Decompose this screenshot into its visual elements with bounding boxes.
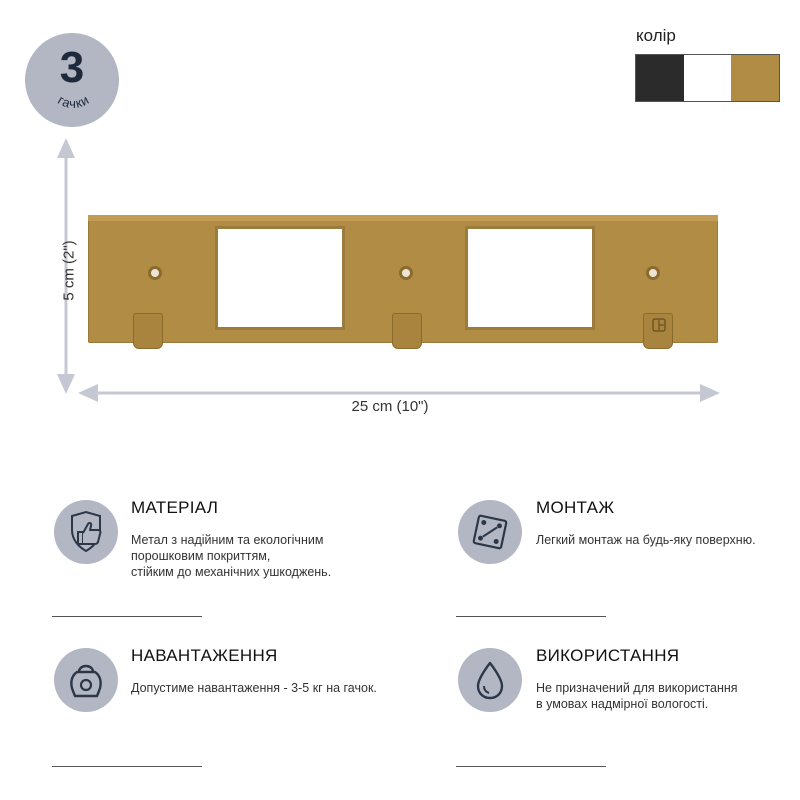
- material-line-2: порошковим покриттям,: [131, 549, 271, 563]
- material-thumbs-up-icon: [64, 510, 108, 554]
- mounting-divider: [456, 616, 606, 617]
- hooks-count-number: 3: [59, 43, 85, 92]
- load-icon-circle: [54, 648, 118, 712]
- mounting-title: МОНТАЖ: [536, 498, 615, 517]
- material-icon-circle: [54, 500, 118, 564]
- material-description: [131, 532, 331, 580]
- height-dimension-label: 5 cm (2"): [60, 240, 78, 301]
- load-line-1: Допустиме навантаження - 3-5 кг на гачок.: [131, 681, 377, 695]
- rack-window-left: [215, 226, 345, 330]
- kettlebell-icon: [64, 658, 108, 702]
- usage-divider: [456, 766, 606, 767]
- material-line-3: стійким до механічних ушкоджень.: [131, 565, 332, 579]
- arrow-down-icon: [57, 374, 75, 394]
- usage-description: [536, 680, 738, 712]
- rack-window-right: [465, 226, 595, 330]
- mounting-description: [536, 532, 756, 548]
- mounting-icon-circle: [458, 500, 522, 564]
- mounting-plate-icon: [468, 510, 512, 554]
- color-label: колір: [636, 26, 676, 45]
- hook-left: [133, 313, 163, 349]
- material-line-1: Метал з надійним та екологічним: [131, 533, 324, 547]
- hook-center: [392, 313, 422, 349]
- usage-title: ВИКОРИСТАННЯ: [536, 646, 680, 665]
- usage-icon-circle: [458, 648, 522, 712]
- arrow-right-icon: [700, 384, 720, 402]
- load-divider: [52, 766, 202, 767]
- screw-hole-center: [399, 266, 413, 280]
- svg-text:гачки: гачки: [55, 91, 93, 112]
- material-title: МАТЕРІАЛ: [131, 498, 219, 517]
- material-divider: [52, 616, 202, 617]
- screw-hole-right: [646, 266, 660, 280]
- water-drop-icon: [468, 658, 512, 702]
- load-title: НАВАНТАЖЕННЯ: [131, 646, 278, 665]
- usage-line-2: в умовах надмірної вологості.: [536, 697, 709, 711]
- arrow-up-icon: [57, 138, 75, 158]
- width-dimension-label: 25 cm (10"): [351, 398, 429, 415]
- load-description: [131, 680, 377, 696]
- screw-hole-left: [148, 266, 162, 280]
- mounting-line-1: Легкий монтаж на будь-яку поверхню.: [536, 533, 756, 547]
- rack-top-edge: [88, 215, 718, 221]
- usage-line-1: Не призначений для використання: [536, 681, 738, 695]
- arrow-left-icon: [78, 384, 98, 402]
- brand-logo-icon: [652, 318, 666, 332]
